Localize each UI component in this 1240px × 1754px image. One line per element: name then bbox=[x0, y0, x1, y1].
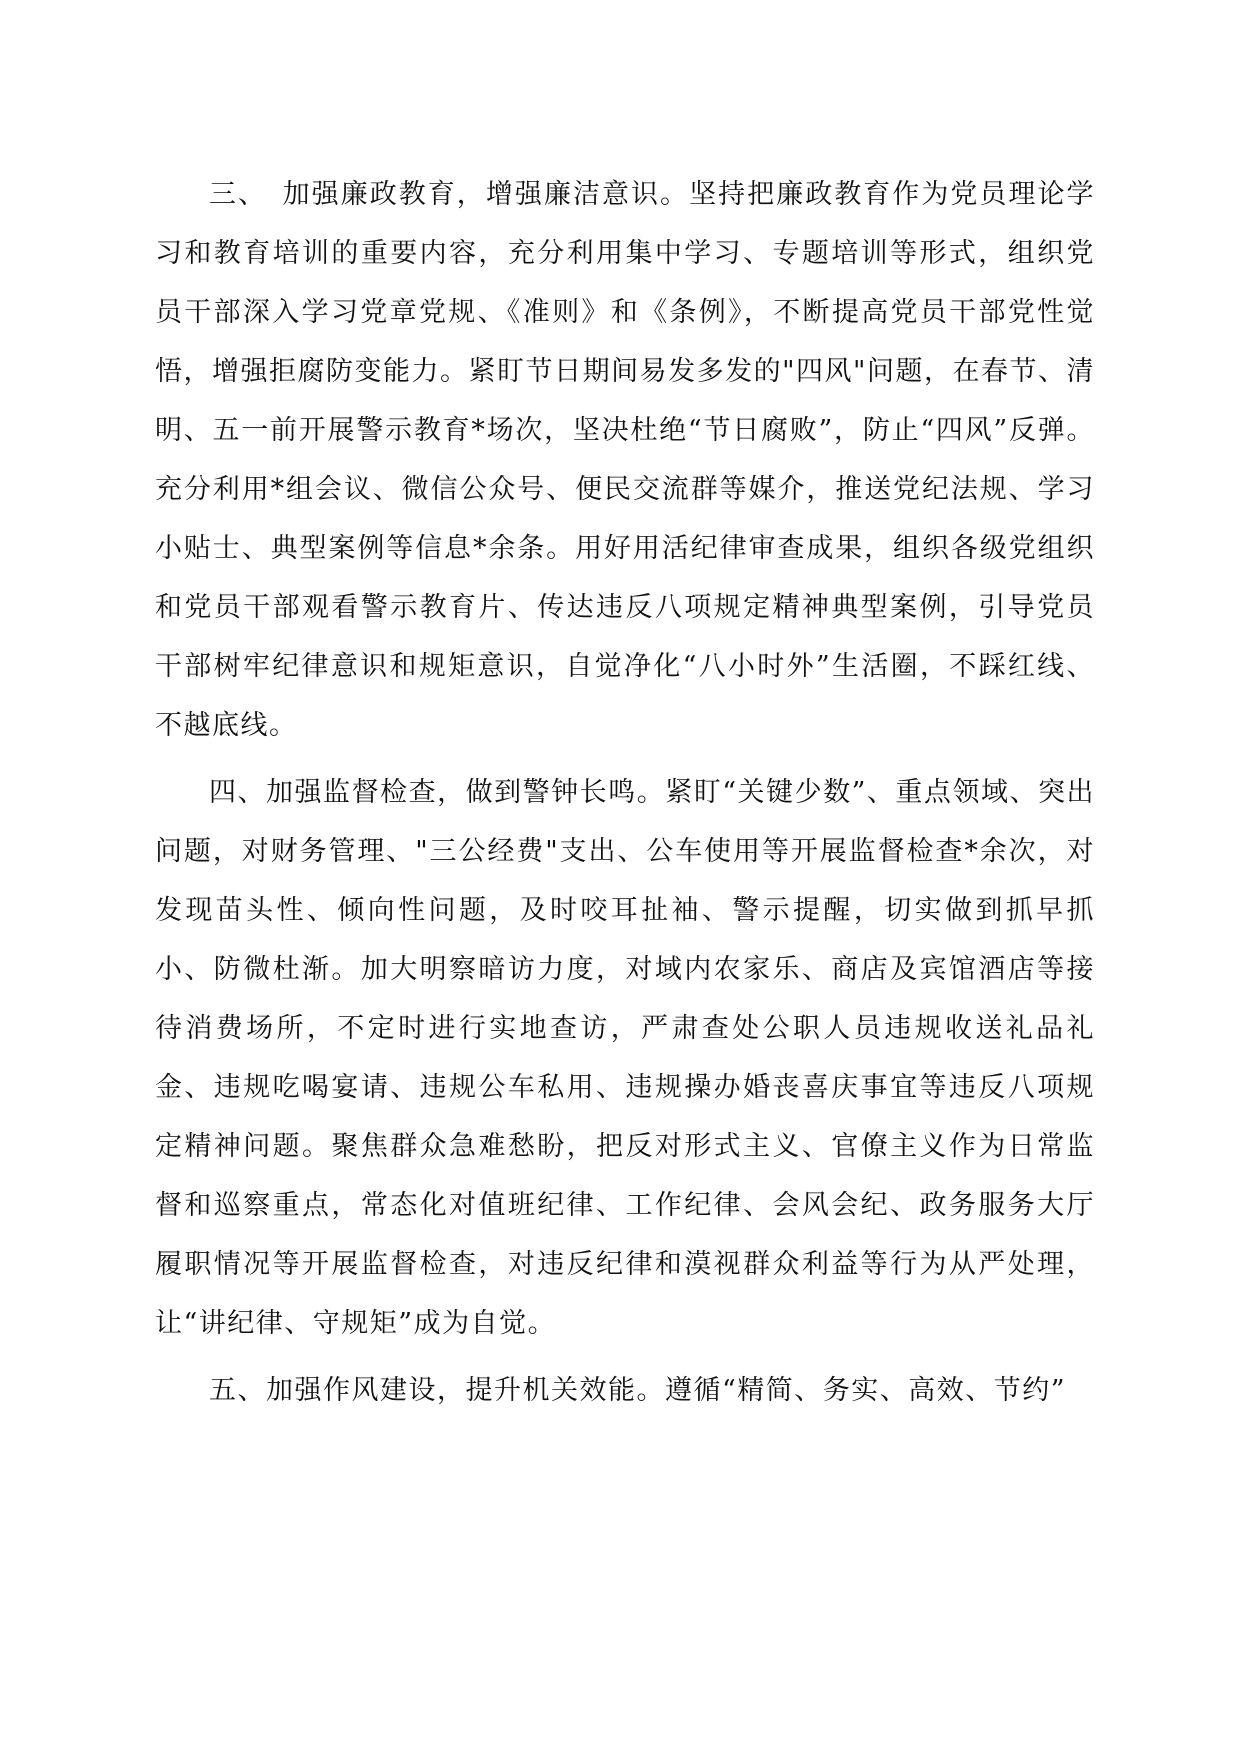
paragraph-work-style: 五、加强作风建设，提升机关效能。遵循“精简、务实、高效、节约” bbox=[209, 1375, 1067, 1406]
paragraph-supervision-inspection: 四、加强监督检查，做到警钟长鸣。紧盯“关键少数”、重点领域、突出问题，对财务管理、"三公经费"支出、公车使用等开展监督检查*余次，对发现苗头性、倾向性问题，及时咬耳扯袖、警示提醒，切实做到抓早抓小、防微杜渐。加大明察暗访力度，对域内农家乐、商店及宾馆酒店等接待消费场所，不定时进行实地查访，严肃查处公职人员违规收送礼品礼金、违规吃喝宴请、违规公车私用、违规操办婚丧喜庆事宜等违反八项规定精神问题。聚焦群众急难愁盼，把反对形式主义、官僚主义作为日常监督和巡察重点，常态化对值班纪律、工作纪律、会风会纪、政务服务大厅履职情况等开展监督检查，对违反纪律和漠视群众利益等行为从严处理，让“讲纪律、守规矩”成为自觉。 bbox=[155, 777, 1095, 1339]
body-text bbox=[155, 165, 1095, 1428]
paragraph-integrity-education: 三、 加强廉政教育，增强廉洁意识。坚持把廉政教育作为党员理论学习和教育培训的重要内容，充分利用集中学习、专题培训等形式，组织党员干部深入学习党章党规、《准则》和《条例》，不断提高党员干部党性觉悟，增强拒腐防变能力。紧盯节日期间易发多发的"四风"问题，在春节、清明、五一前开展警示教育*场次，坚决杜绝“节日腐败”，防止“四风”反弹。充分利用*组会议、微信公众号、便民交流群等媒介，推送党纪法规、学习小贴士、典型案例等信息*余条。用好用活纪律审查成果，组织各级党组织和党员干部观看警示教育片、传达违反八项规定精神典型案例，引导党员干部树牢纪律意识和规矩意识，自觉净化“八小时外”生活圈，不踩红线、不越底线。 bbox=[155, 179, 1095, 741]
